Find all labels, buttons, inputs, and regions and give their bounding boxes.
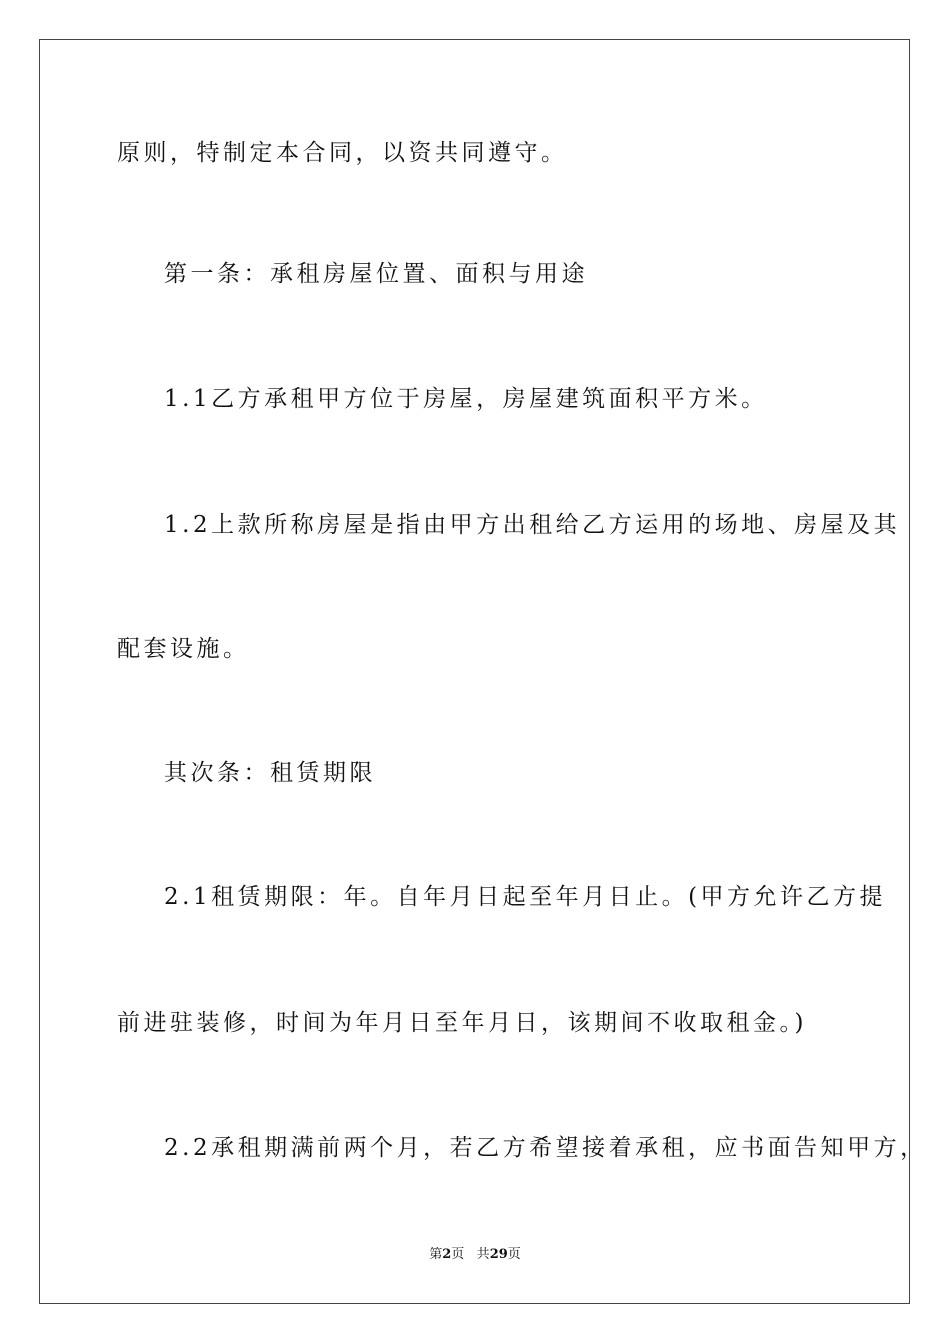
page-prefix: 第 xyxy=(429,1247,443,1262)
paragraph-line: 配套设施。 xyxy=(117,636,250,662)
page-number: 2 xyxy=(442,1247,452,1262)
total-prefix: 共 xyxy=(476,1247,490,1262)
paragraph-line: 前进驻装修，时间为年月日至年月日，该期间不收取租金。) xyxy=(117,1010,807,1036)
paragraph-line: 原则，特制定本合同，以资共同遵守。 xyxy=(117,140,568,166)
page-footer xyxy=(0,1246,950,1264)
paragraph-line: 2.1租赁期限：年。自年月日起至年月日止。(甲方允许乙方提 xyxy=(164,884,887,910)
article-heading: 第一条：承租房屋位置、面积与用途 xyxy=(164,261,588,287)
paragraph-line: 1.1乙方承租甲方位于房屋，房屋建筑面积平方米。 xyxy=(164,386,768,412)
article-heading: 其次条：租赁期限 xyxy=(164,760,376,786)
total-pages: 29 xyxy=(489,1247,508,1262)
total-suffix: 页 xyxy=(507,1247,521,1262)
paragraph-line: 2.2承租期满前两个月，若乙方希望接着承租，应书面告知甲方， xyxy=(164,1135,927,1161)
paragraph-line: 1.2上款所称房屋是指由甲方出租给乙方运用的场地、房屋及其 xyxy=(164,512,901,538)
page-suffix: 页 xyxy=(451,1247,465,1262)
page-frame xyxy=(39,39,910,1304)
